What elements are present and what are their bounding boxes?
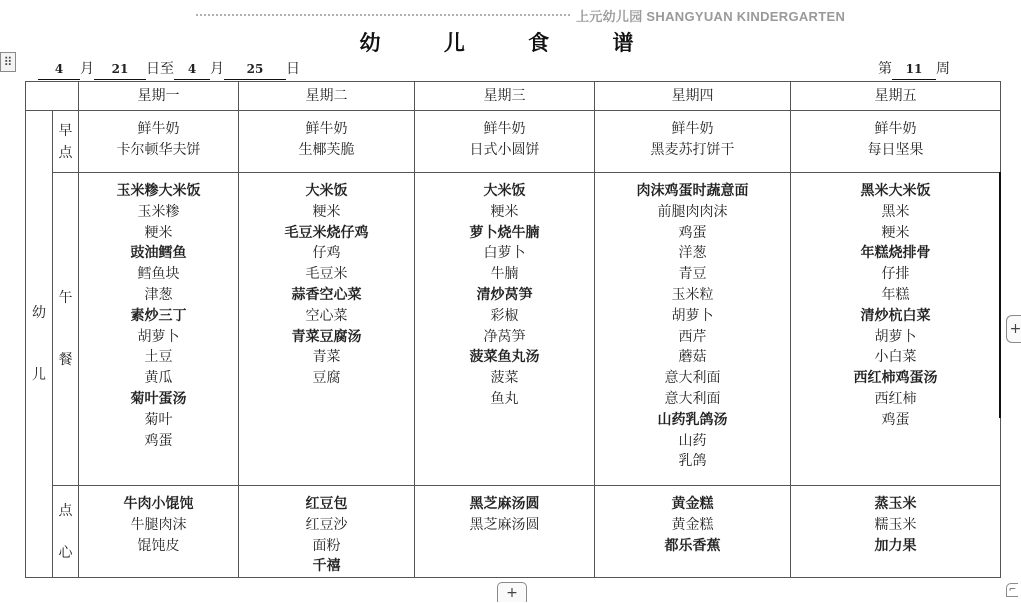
ingredient: 年糕	[881, 286, 910, 303]
snack-cell	[595, 486, 791, 578]
ingredient: 净莴笋	[483, 328, 526, 345]
day-header: 星期二	[239, 82, 415, 111]
month-label: 月	[80, 61, 94, 77]
snack-cell	[415, 486, 595, 578]
dish-name: 山药乳鸽汤	[657, 411, 728, 428]
ingredient: 鸡蛋	[678, 224, 707, 241]
ingredient: 糯玉米	[874, 516, 917, 533]
meal-label-char: 点	[58, 502, 73, 519]
table-move-handle-icon[interactable]: ⠿	[0, 52, 16, 72]
ingredient: 鸡蛋	[144, 432, 173, 449]
day-header: 星期四	[595, 82, 791, 111]
snack-label-cell	[53, 486, 79, 578]
meal-label-char: 点	[58, 144, 73, 161]
dish-name: 素炒三丁	[130, 307, 187, 324]
date-range-line	[38, 60, 968, 80]
ingredient: 青豆	[678, 266, 707, 283]
breakfast-cell-tue	[239, 111, 415, 173]
dish-name: 清炒杭白菜	[860, 307, 931, 324]
group-label-char: 儿	[32, 367, 46, 384]
menu-item: 鲜牛奶	[137, 121, 180, 137]
lunch-cell	[791, 173, 1001, 486]
month-label: 月	[210, 61, 224, 77]
ingredient: 牛腿肉沫	[130, 516, 187, 533]
ingredient: 菊叶	[144, 411, 173, 428]
lunch-cell	[595, 173, 791, 486]
dish-name: 黑芝麻汤圆	[469, 496, 540, 512]
add-row-icon[interactable]: +	[497, 582, 527, 602]
add-column-icon[interactable]: +	[1006, 315, 1021, 343]
menu-item: 鲜牛奶	[305, 121, 348, 137]
kindergarten-brand: 上元幼儿园 SHANGYUAN KINDERGARTEN	[576, 9, 846, 24]
ingredient: 白萝卜	[483, 245, 526, 262]
dish-name: 千禧	[312, 558, 341, 575]
dish-name: 都乐香蕉	[664, 537, 721, 554]
dish-name: 蒸玉米	[874, 496, 917, 512]
ingredient: 小白菜	[874, 349, 917, 366]
ingredient: 粳米	[312, 203, 341, 220]
ingredient: 胡萝卜	[671, 307, 714, 324]
day-header: 星期五	[791, 82, 1001, 111]
ingredient: 鱼丸	[490, 390, 519, 407]
breakfast-row	[26, 111, 1001, 173]
header-dotted-rule	[196, 14, 570, 16]
ingredient: 粳米	[144, 224, 173, 241]
dish-name: 黑米大米饭	[860, 183, 931, 199]
dish-name: 清炒莴笋	[476, 286, 533, 303]
start-day: 21	[94, 60, 146, 80]
snack-cell	[791, 486, 1001, 578]
dish-name: 大米饭	[483, 183, 526, 199]
day-to-label: 日至	[146, 61, 174, 77]
menu-item: 鲜牛奶	[874, 121, 917, 137]
ingredient: 黑芝麻汤圆	[469, 516, 540, 533]
page-title: 幼 儿 食 谱	[359, 30, 662, 55]
dish-name: 红豆包	[305, 496, 348, 512]
dish-name: 青菜豆腐汤	[291, 328, 362, 345]
dish-name: 菠菜鱼丸汤	[469, 349, 540, 366]
ingredient: 红豆沙	[305, 516, 348, 533]
ingredient: 青菜	[312, 349, 341, 366]
dish-name: 玉米糁大米饭	[116, 183, 201, 199]
lunch-row	[26, 173, 1001, 486]
ingredient: 鳕鱼块	[137, 266, 180, 283]
week-number: 11	[892, 60, 936, 80]
day-header-row	[26, 82, 1001, 111]
menu-item: 鲜牛奶	[671, 121, 714, 137]
ingredient: 意大利面	[664, 390, 721, 407]
breakfast-label-cell	[53, 111, 79, 173]
lunch-cell	[239, 173, 415, 486]
end-day: 25	[224, 60, 286, 80]
ingredient: 馄饨皮	[137, 537, 180, 554]
breakfast-cell-thu	[595, 111, 791, 173]
dish-name: 大米饭	[305, 183, 348, 199]
dish-name: 萝卜烧牛腩	[469, 224, 540, 241]
ingredient: 西红柿	[874, 390, 917, 407]
day-label: 日	[286, 61, 300, 77]
ingredient: 黄瓜	[144, 370, 173, 387]
meal-label-char: 早	[58, 122, 73, 139]
dish-name: 菊叶蛋汤	[130, 390, 187, 407]
lunch-cell	[415, 173, 595, 486]
dish-name: 肉沫鸡蛋时蔬意面	[636, 183, 749, 199]
ingredient: 乳鸽	[678, 453, 707, 470]
corner-cell	[26, 82, 79, 111]
week-prefix: 第	[878, 61, 892, 77]
ingredient: 鸡蛋	[881, 411, 910, 428]
dish-name: 加力果	[874, 537, 917, 554]
dish-name: 牛肉小馄饨	[123, 496, 194, 512]
ingredient: 玉米糁	[137, 203, 180, 220]
ingredient: 面粉	[312, 537, 341, 554]
ingredient: 西芹	[678, 328, 707, 345]
dish-name: 黄金糕	[671, 496, 714, 512]
menu-item: 鲜牛奶	[483, 121, 526, 137]
ingredient: 意大利面	[664, 370, 721, 387]
dish-name: 西红柿鸡蛋汤	[853, 370, 938, 387]
snack-row	[26, 486, 1001, 578]
ingredient: 彩椒	[490, 307, 519, 324]
start-month: 4	[38, 60, 80, 80]
menu-item: 日式小圆饼	[469, 141, 540, 158]
menu-item: 黑麦苏打饼干	[650, 141, 735, 158]
snack-cell	[239, 486, 415, 578]
snack-cell	[79, 486, 239, 578]
ingredient: 前腿肉肉沫	[657, 203, 728, 220]
meal-label-char: 心	[58, 544, 73, 561]
breakfast-cell-fri	[791, 111, 1001, 173]
dish-name: 年糕烧排骨	[860, 245, 931, 262]
table-resize-icon[interactable]: ⌐	[1006, 583, 1018, 597]
ingredient: 牛腩	[490, 266, 519, 283]
ingredient: 玉米粒	[671, 286, 714, 303]
lunch-label-cell	[53, 173, 79, 486]
ingredient: 黄金糕	[671, 516, 714, 533]
dish-name: 毛豆米烧仔鸡	[284, 224, 369, 241]
ingredient: 粳米	[490, 203, 519, 220]
ingredient: 粳米	[881, 224, 910, 241]
ingredient: 胡萝卜	[137, 328, 180, 345]
ingredient: 津葱	[144, 286, 173, 303]
ingredient: 豆腐	[312, 370, 341, 387]
lunch-cell	[79, 173, 239, 486]
ingredient: 空心菜	[305, 307, 348, 324]
dish-name: 蒜香空心菜	[291, 286, 362, 303]
end-month: 4	[174, 60, 210, 80]
ingredient: 毛豆米	[305, 266, 348, 283]
dish-name: 豉油鳕鱼	[130, 245, 187, 262]
ingredient: 土豆	[144, 349, 173, 366]
ingredient: 山药	[678, 432, 707, 449]
day-header: 星期一	[79, 82, 239, 111]
meal-label-char: 午	[58, 290, 73, 306]
breakfast-cell-mon	[79, 111, 239, 173]
menu-table	[25, 81, 1001, 578]
selection-marker	[999, 172, 1001, 418]
ingredient: 菠菜	[490, 370, 519, 387]
ingredient: 洋葱	[678, 245, 707, 262]
menu-item: 每日坚果	[867, 141, 924, 158]
week-suffix: 周	[936, 61, 950, 77]
ingredient: 黑米	[881, 203, 910, 220]
day-header: 星期三	[415, 82, 595, 111]
group-label-char: 幼	[32, 305, 46, 322]
ingredient: 蘑菇	[678, 349, 707, 366]
breakfast-cell-wed	[415, 111, 595, 173]
ingredient: 仔排	[881, 266, 910, 283]
ingredient: 仔鸡	[312, 245, 341, 262]
group-label-cell	[26, 111, 53, 578]
menu-item: 生椰芙脆	[298, 141, 355, 158]
ingredient: 胡萝卜	[874, 328, 917, 345]
meal-label-char: 餐	[58, 352, 73, 368]
menu-item: 卡尔顿华夫饼	[116, 141, 201, 158]
